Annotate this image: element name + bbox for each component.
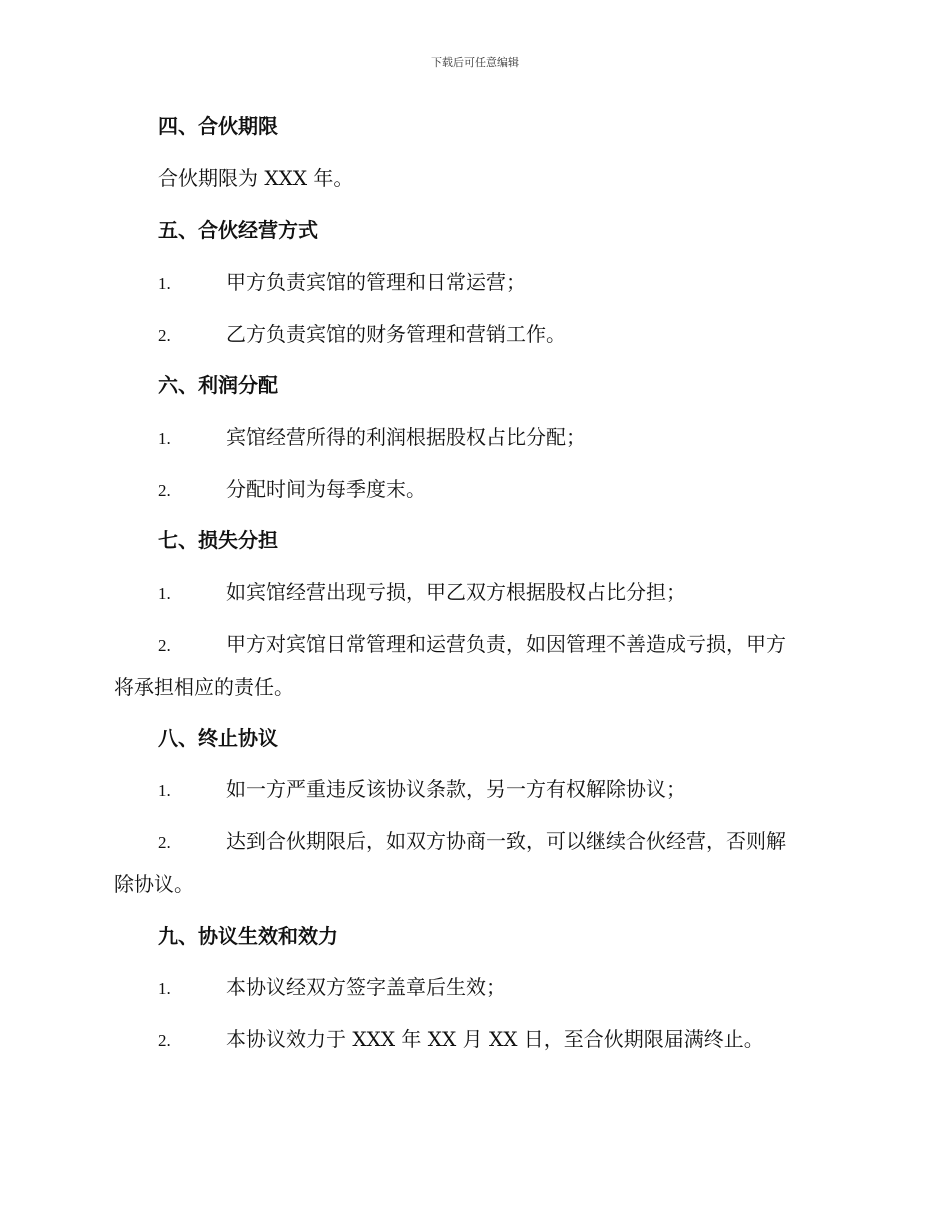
list-item: [158, 268, 526, 298]
section-heading-effect: 九、协议生效和效力: [158, 924, 338, 948]
list-item-number: 1.: [158, 979, 171, 998]
list-item: [158, 475, 426, 505]
list-item-continuation: 除协议。: [114, 872, 194, 896]
list-item-number: 2.: [158, 833, 171, 852]
list-item: [158, 827, 786, 857]
list-item-number: 2.: [158, 636, 171, 655]
list-item: [158, 1025, 764, 1055]
list-item-number: 2.: [158, 481, 171, 500]
list-item-number: 1.: [158, 274, 171, 293]
list-item-number: 1.: [158, 584, 171, 603]
section-heading-profit: 六、利润分配: [158, 373, 278, 397]
list-item-text: 如一方严重违反该协议条款，另一方有权解除协议；: [226, 777, 686, 801]
section-heading-termination: 八、终止协议: [158, 726, 278, 750]
page-header: 下载后可任意编辑: [431, 56, 519, 69]
list-item: [158, 973, 506, 1003]
list-item-number: 2.: [158, 326, 171, 345]
list-item-number: 1.: [158, 429, 171, 448]
list-item: [158, 423, 586, 453]
list-item-text: 本协议经双方签字盖章后生效；: [226, 975, 506, 999]
list-item-text: 如宾馆经营出现亏损，甲乙双方根据股权占比分担；: [226, 580, 686, 604]
list-item: [158, 578, 686, 608]
list-item-text: 甲方对宾馆日常管理和运营负责，如因管理不善造成亏损，甲方: [226, 632, 786, 656]
section-heading-loss: 七、损失分担: [158, 528, 278, 552]
list-item-text: 分配时间为每季度末。: [226, 477, 426, 501]
list-item: [158, 775, 686, 805]
list-item-number: 1.: [158, 781, 171, 800]
paragraph-term: 合伙期限为 XXX 年。: [158, 166, 354, 190]
list-item: [158, 630, 786, 660]
list-item: [158, 320, 566, 350]
list-item-text: 本协议效力于 XXX 年 XX 月 XX 日，至合伙期限届满终止。: [226, 1027, 764, 1051]
section-heading-term: 四、合伙期限: [158, 114, 278, 138]
list-item-text: 甲方负责宾馆的管理和日常运营；: [226, 270, 526, 294]
list-item-continuation: 将承担相应的责任。: [114, 675, 294, 699]
list-item-text: 宾馆经营所得的利润根据股权占比分配；: [226, 425, 586, 449]
list-item-text: 达到合伙期限后，如双方协商一致，可以继续合伙经营，否则解: [226, 829, 786, 853]
list-item-text: 乙方负责宾馆的财务管理和营销工作。: [226, 322, 566, 346]
section-heading-operation: 五、合伙经营方式: [158, 218, 318, 242]
list-item-number: 2.: [158, 1031, 171, 1050]
